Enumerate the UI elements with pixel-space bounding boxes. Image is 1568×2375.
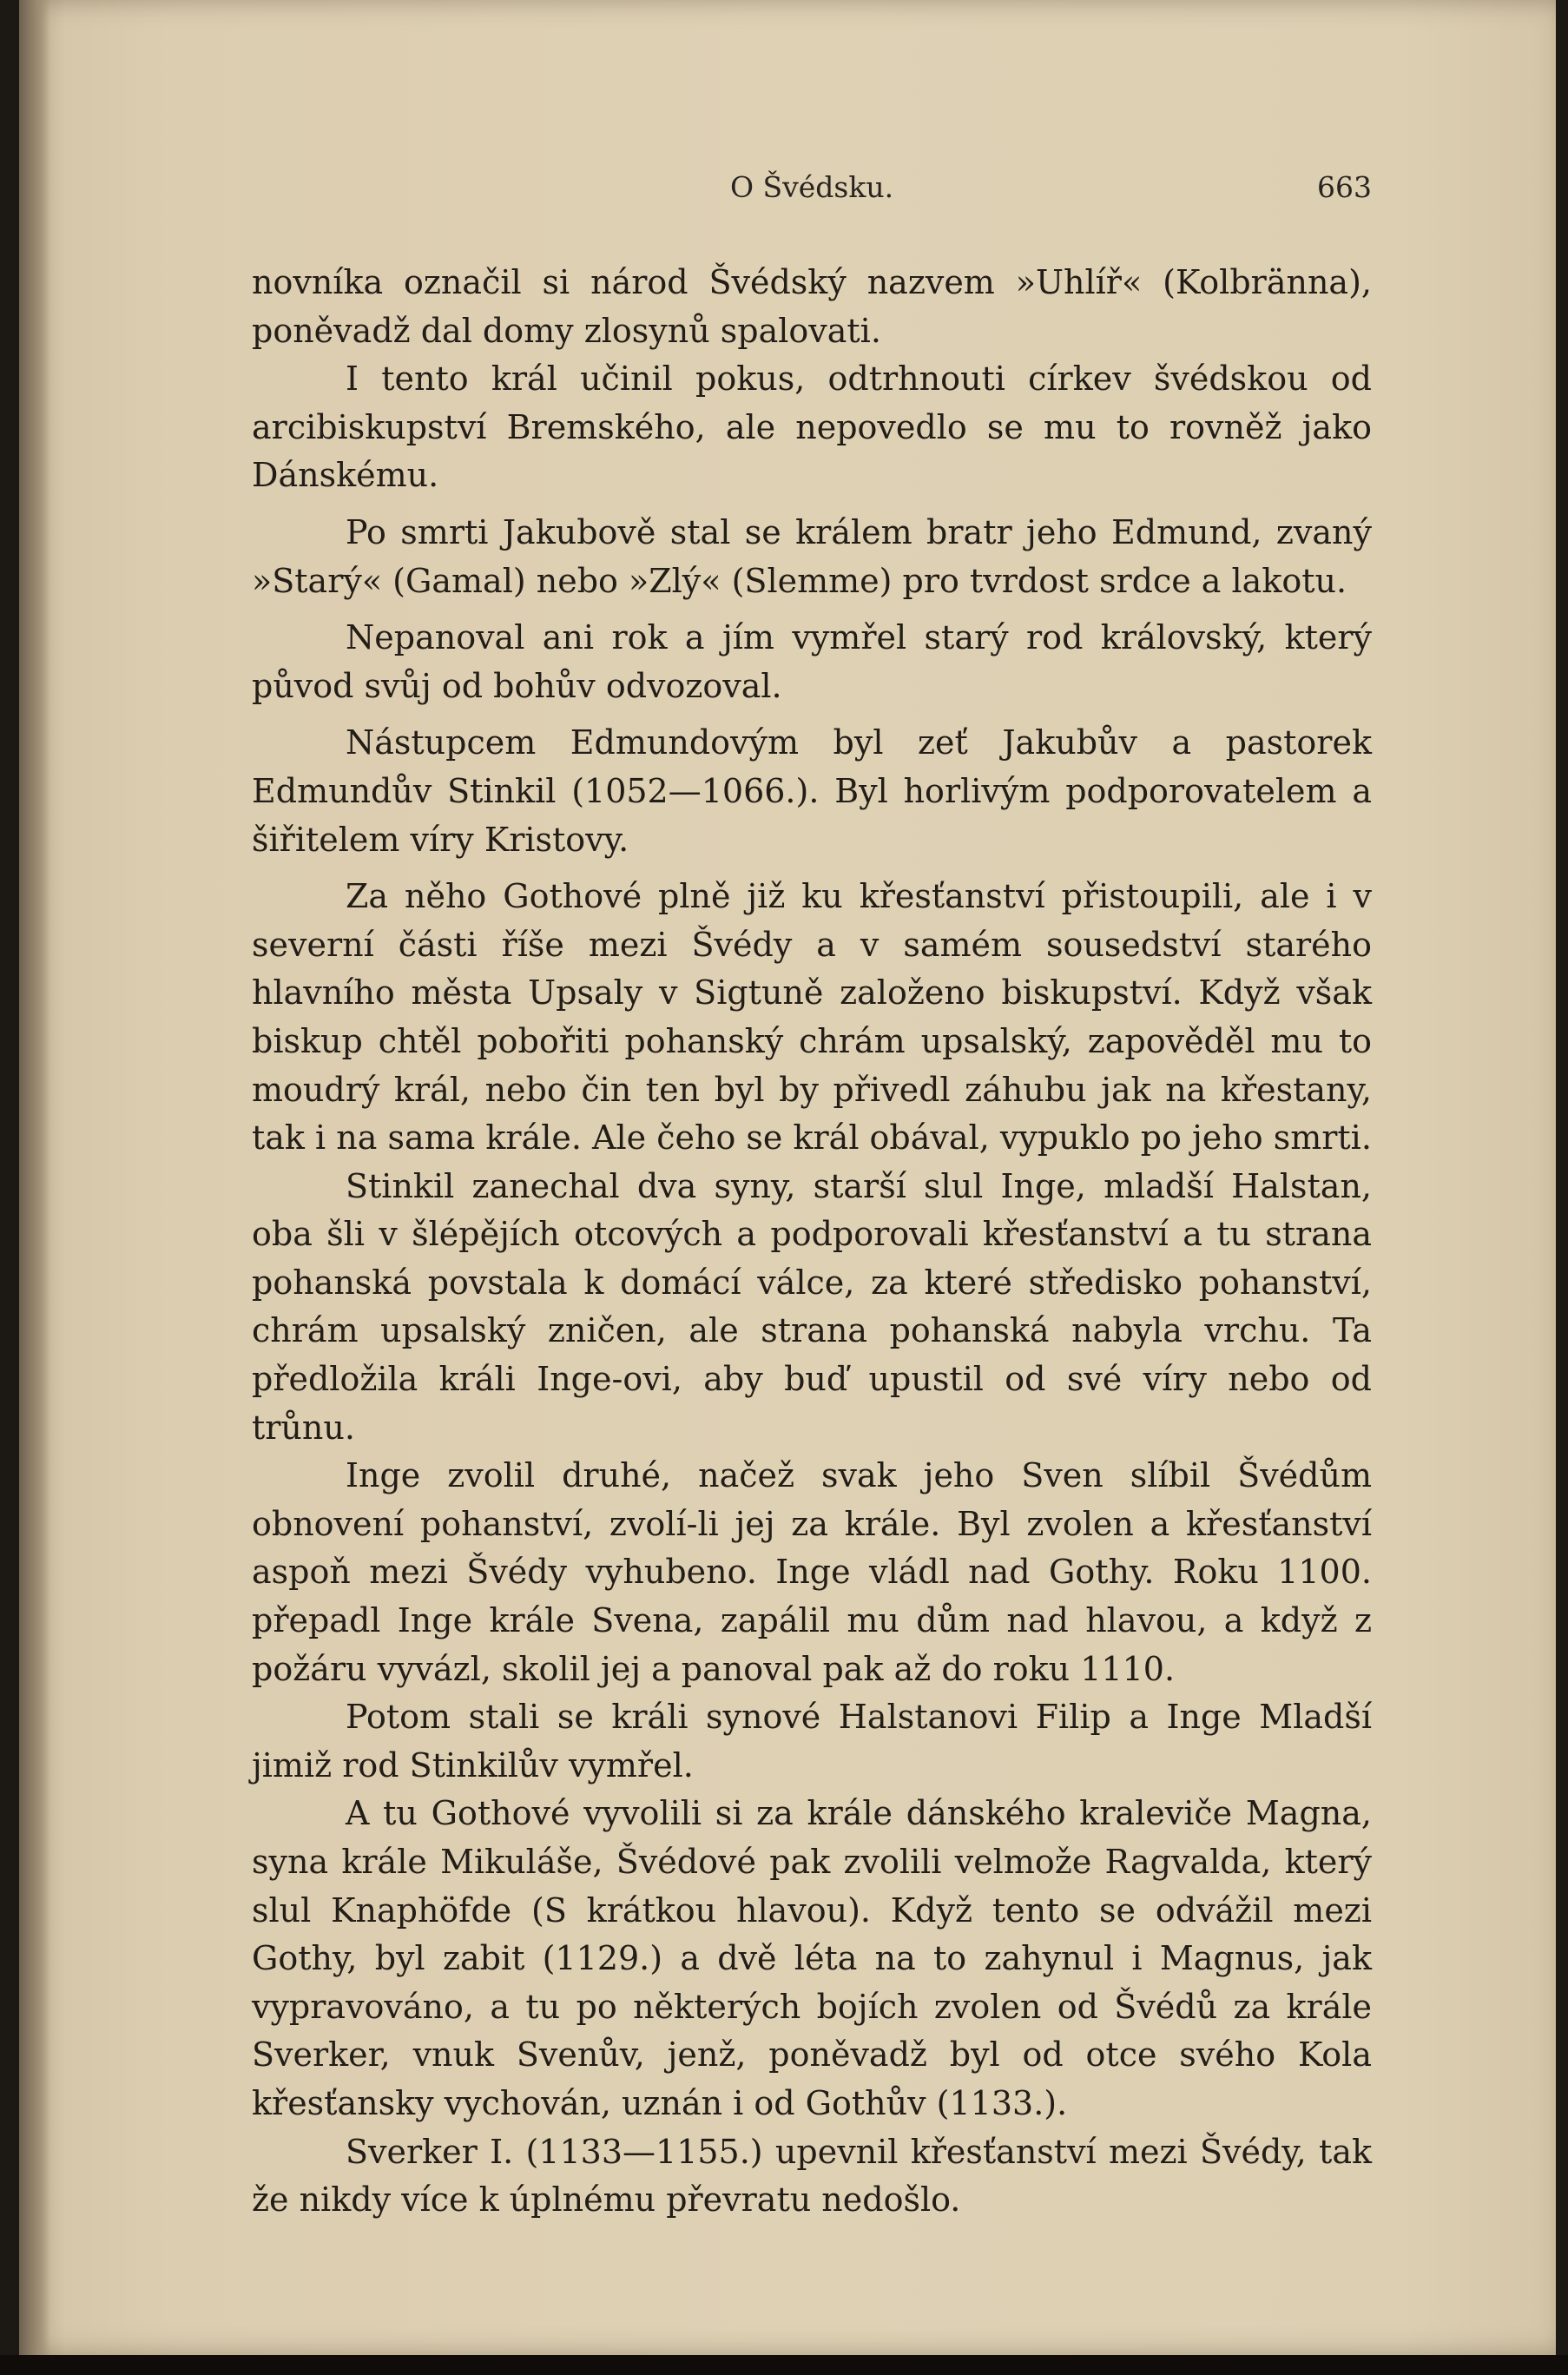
paragraph-9: Potom stali se králi synové Halstanovi Filip a Inge Mladší jimiž rod Stinkilův vymřel. [252,1698,1372,1785]
paragraph-8: Inge zvolil druhé, načež svak jeho Sven slíbil Švédům obnovení pohanství, zvolí-li jej za krále. Byl zvolen a křesťanství aspoň mezi Švédy vyhubeno. Inge vládl nad Gothy. Roku 1100. přepadl Inge krále Svena, zapálil mu dům nad hlavou, a když z požáru vyvázl, skolil jej a panoval pak až do roku 1110. [252,1456,1372,1688]
body-text [252,259,1372,2225]
paragraph-3: Po smrti Jakubově stal se králem bratr jeho Edmund, zvaný »Starý« (Gamal) nebo »Zlý« (Slemme) pro tvrdost srdce a lakotu. [252,512,1372,600]
scan-bottom-edge [0,2355,1568,2375]
paragraph-4: Nepanoval ani rok a jím vymřel starý rod královský, který původ svůj od bohův odvozoval. [252,618,1372,705]
book-gutter [19,0,50,2355]
paragraph-1: novníka označil si národ Švédský nazvem »Uhlíř« (Kolbränna), poněvadž dal domy zlosynů spalovati. [252,263,1372,350]
paragraph-5: Nástupcem Edmundovým byl zeť Jakubův a pastorek Edmundův Stinkil (1052—1066.). Byl horlivým podporovatelem a šiřitelem víry Kristovy. [252,723,1372,859]
paragraph-2: I tento král učinil pokus, odtrhnouti církev švédskou od arcibiskupství Bremského, ale nepovedlo se mu to rovněž jako Dánskému. [252,360,1372,495]
paragraph-11: Sverker I. (1133—1155.) upevnil křesťanství mezi Švédy, tak že nikdy více k úplnému převratu nedošlo. [252,2132,1372,2220]
paragraph-10: A tu Gothové vyvolili si za krále dánského kraleviče Magna, syna krále Mikuláše, Švédové pak zvolili velmože Ragvalda, který slul Knaphöfde (S krátkou hlavou). Když tento se odvážil mezi Gothy, byl zabit (1129.) a dvě léta na to zahynul i Magnus, jak vypravováno, a tu po některých bojích zvolen od Švédů za krále Sverker, vnuk Svenův, jenž, poněvadž byl od otce svého Kola křesťansky vychován, uznán i od Gothův (1133.). [252,1794,1372,2122]
paragraph-7: Stinkil zanechal dva syny, starší slul Inge, mladší Halstan, oba šli v šlépějích otcových a podporovali křesťanství a tu strana pohanská povstala k domácí válce, za které středisko pohanství, chrám upsalský zničen, ale strana pohanská nabyla vrchu. Ta předložila králi Inge-ovi, aby buď upustil od své víry nebo od trůnu. [252,1166,1372,1447]
running-title: O Švédsku. [729,170,894,204]
running-head [252,170,1372,214]
paragraph-6: Za něho Gothové plně již ku křesťanství přistoupili, ale i v severní části říše mezi Švédy a v samém sousedství starého hlavního města Upsaly v Sigtuně založeno biskupství. Když však biskup chtěl pobořiti pohanský chrám upsalský, zapověděl mu to moudrý král, nebo čin ten byl by přivedl záhubu jak na křestany, tak i na sama krále. Ale čeho se král obával, vypuklo po jeho smrti. [252,877,1372,1158]
page-number: 663 [1317,170,1372,204]
